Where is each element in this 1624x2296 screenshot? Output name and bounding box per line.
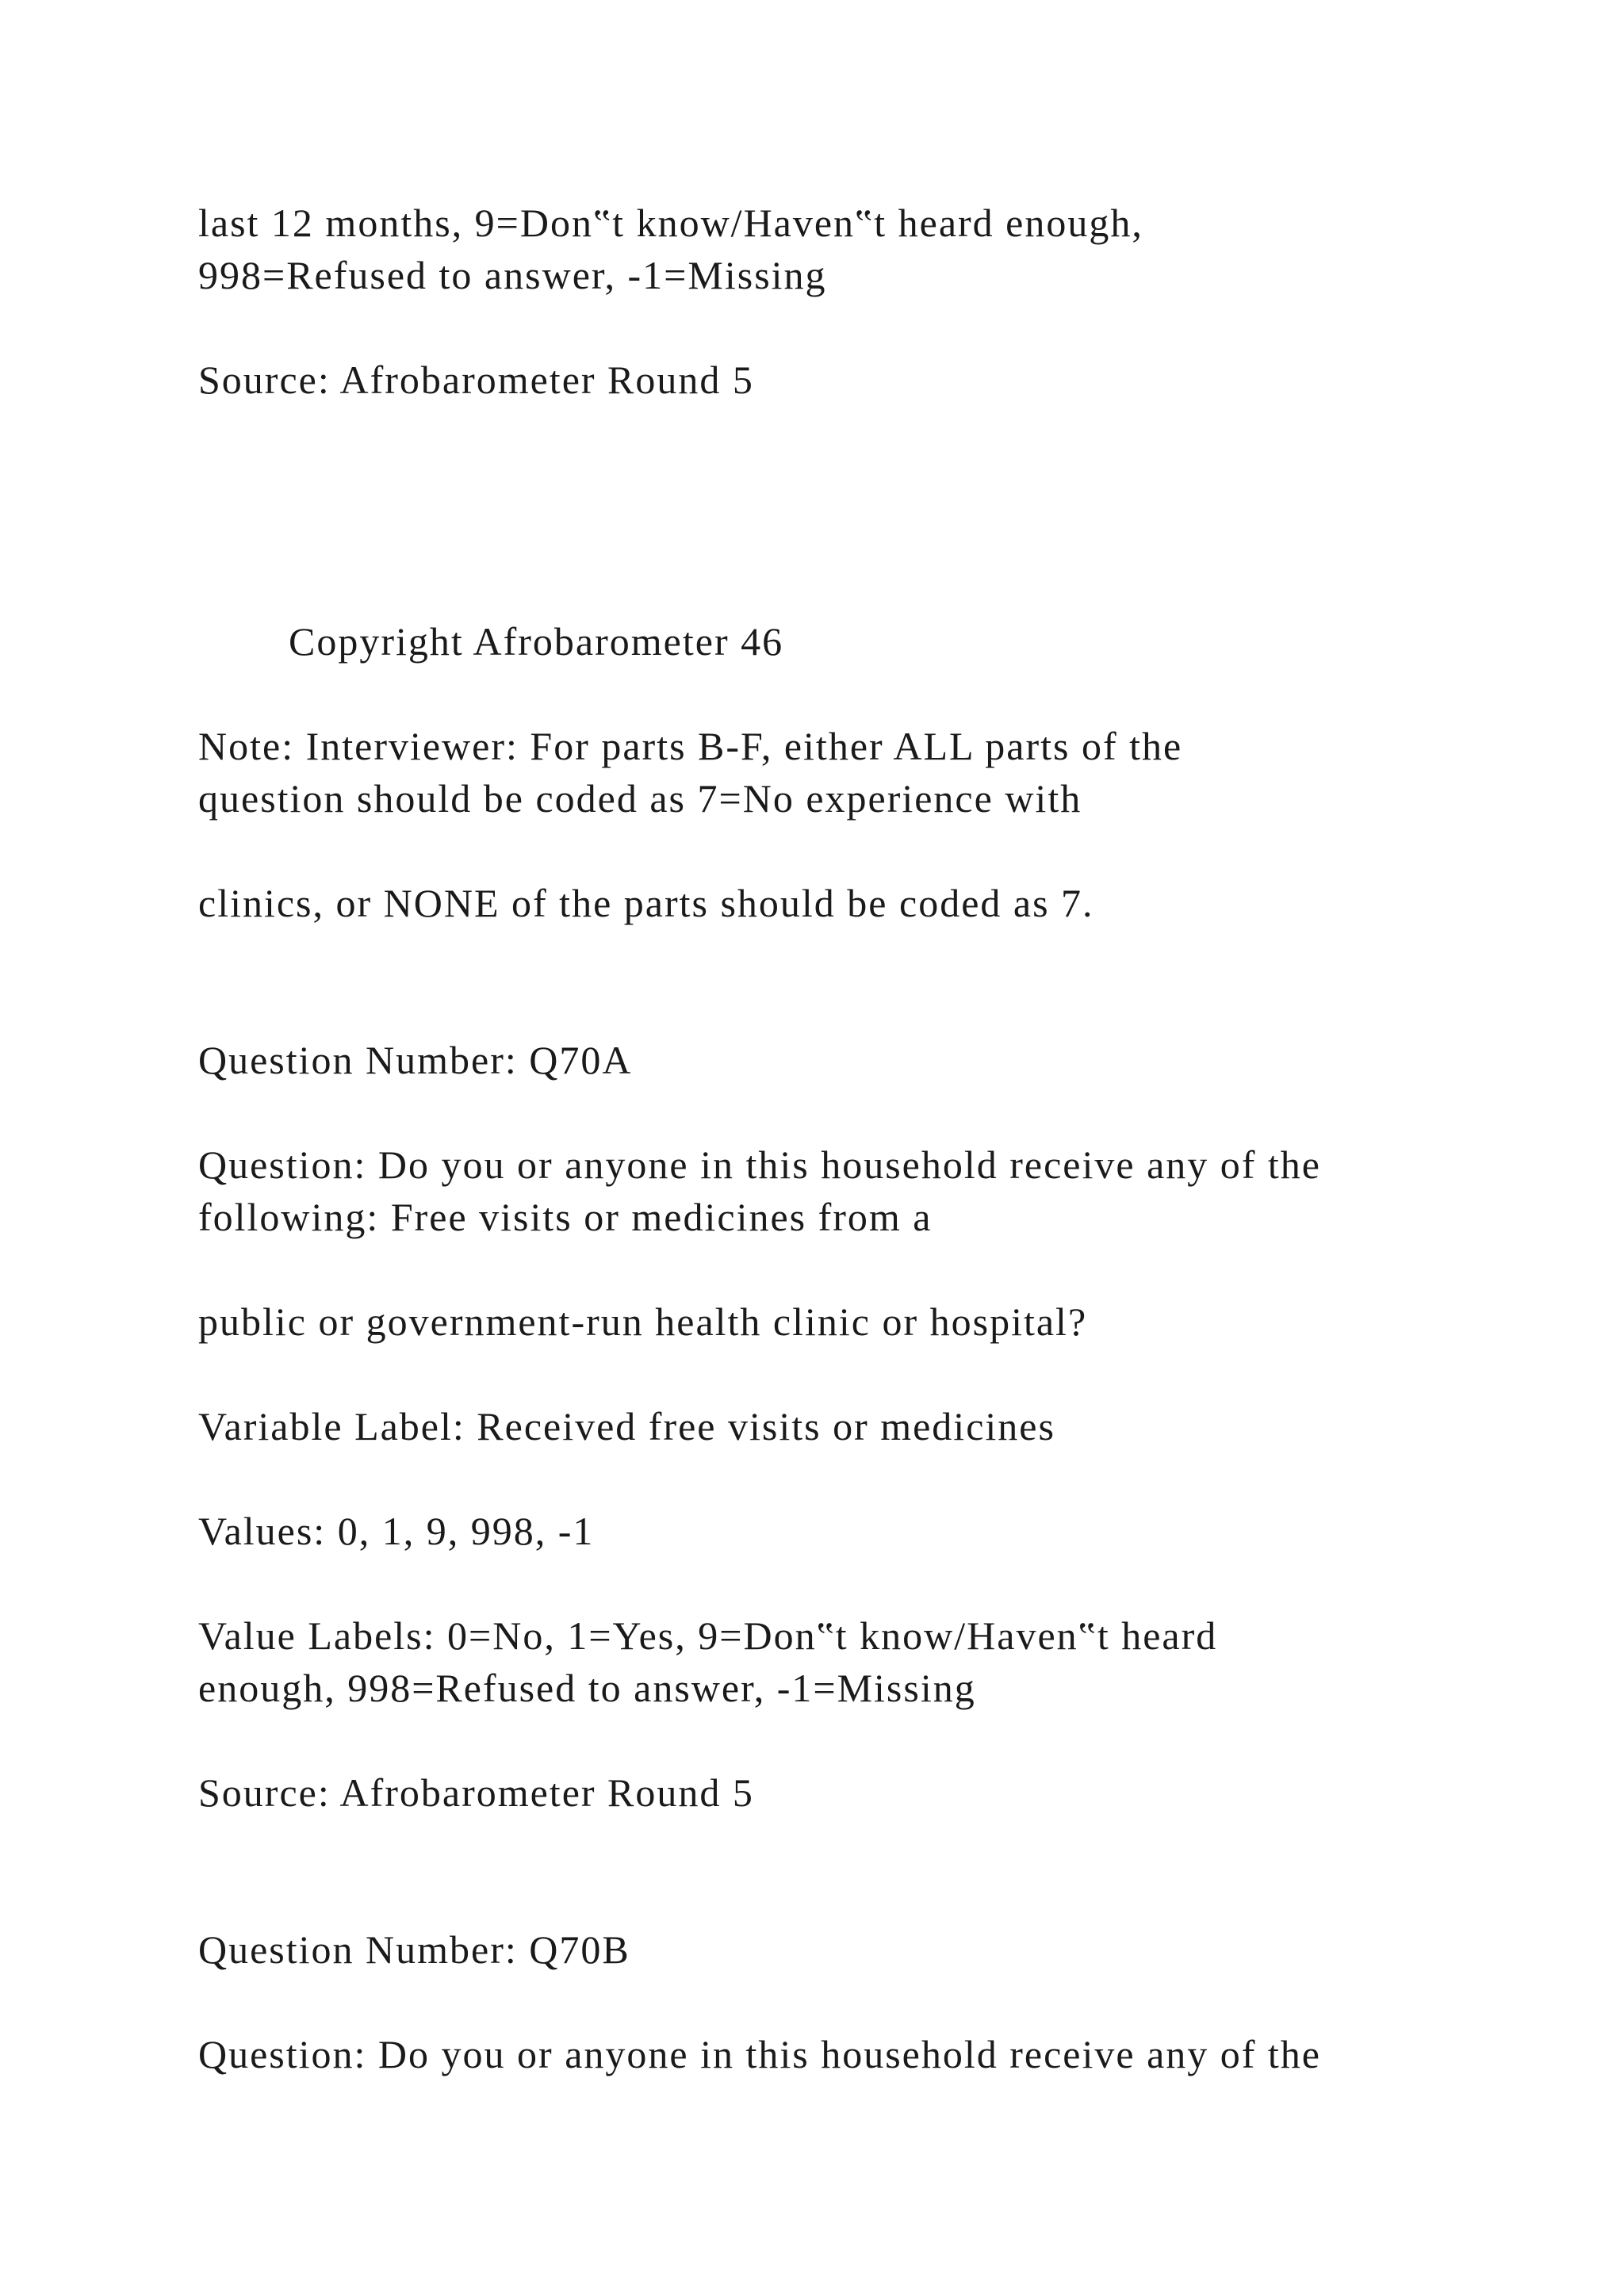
source-line: Source: Afrobarometer Round 5 (198, 1770, 754, 1815)
interviewer-note-line: question should be coded as 7=No experience with (198, 776, 1082, 821)
question-text-line: Question: Do you or anyone in this household receive any of the (198, 1142, 1321, 1187)
question-number-q70b: Question Number: Q70B (198, 1927, 630, 1972)
copyright-footer: Copyright Afrobarometer 46 (289, 619, 784, 664)
interviewer-note-line: Note: Interviewer: For parts B-F, either ALL parts of the (198, 724, 1183, 768)
value-labels-continuation-line: 998=Refused to answer, -1=Missing (198, 253, 827, 297)
question-text-line: Question: Do you or anyone in this household receive any of the (198, 2032, 1321, 2076)
value-labels-continuation-line: last 12 months, 9=Don‟t know/Haven‟t heard enough, (198, 201, 1143, 245)
question-text-line: public or government-run health clinic or hospital? (198, 1299, 1088, 1344)
source-line: Source: Afrobarometer Round 5 (198, 358, 754, 402)
value-labels-line: enough, 998=Refused to answer, -1=Missing (198, 1666, 976, 1710)
question-text-line: following: Free visits or medicines from a (198, 1195, 933, 1239)
interviewer-note-line: clinics, or NONE of the parts should be coded as 7. (198, 881, 1094, 925)
value-labels-line: Value Labels: 0=No, 1=Yes, 9=Don‟t know/Haven‟t heard (198, 1613, 1218, 1658)
variable-label-line: Variable Label: Received free visits or medicines (198, 1404, 1055, 1448)
question-number-q70a: Question Number: Q70A (198, 1038, 633, 1082)
values-line: Values: 0, 1, 9, 998, -1 (198, 1509, 595, 1553)
